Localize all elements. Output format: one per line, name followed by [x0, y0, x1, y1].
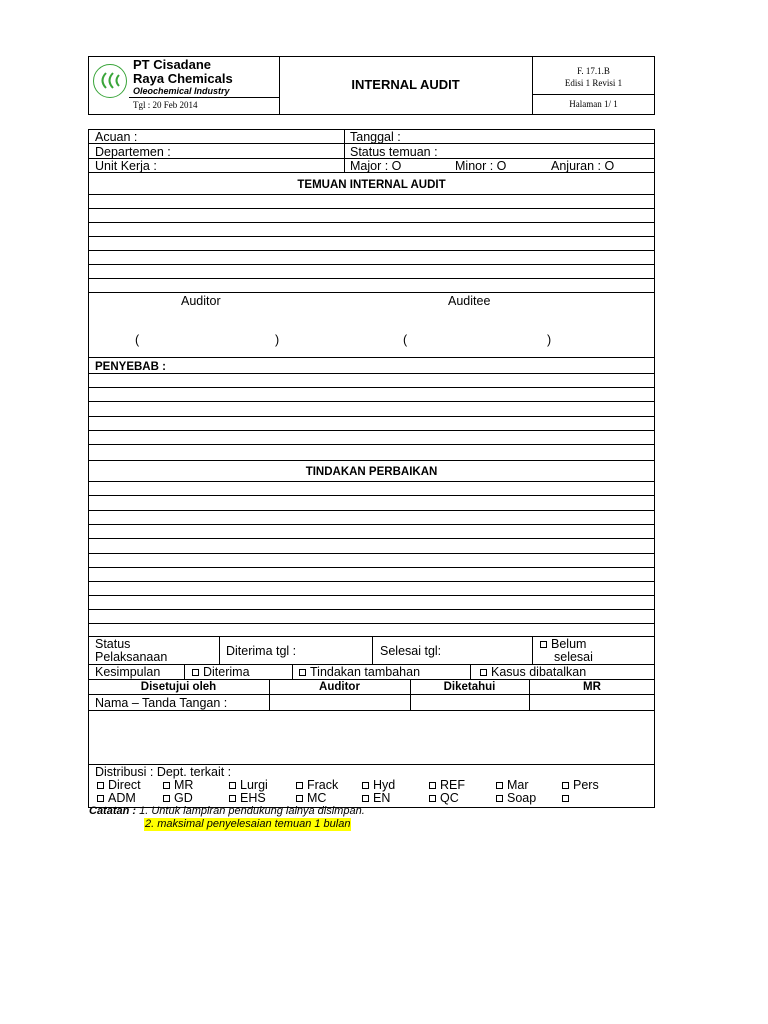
dist-label: MR — [174, 778, 194, 792]
status-col-divider-1 — [219, 636, 220, 664]
kesimpulan-kasus-label: Kasus dibatalkan — [491, 665, 587, 679]
dist-label: QC — [440, 791, 459, 805]
dist-checkbox-lurgi[interactable] — [229, 778, 268, 792]
checkbox-icon[interactable] — [97, 795, 104, 802]
checkbox-icon[interactable] — [540, 641, 547, 648]
doc-code: F. 17.1.B — [577, 66, 610, 76]
checkbox-icon[interactable] — [299, 669, 306, 676]
mr-header: MR — [583, 681, 601, 693]
auditor-paren-open: ( — [135, 333, 140, 347]
penyebab-line[interactable] — [88, 387, 655, 388]
belum-selesai-checkbox[interactable] — [540, 637, 586, 651]
temuan-line[interactable] — [88, 222, 655, 223]
dist-label: Lurgi — [240, 778, 268, 792]
tindakan-line[interactable] — [88, 495, 655, 496]
checkbox-icon[interactable] — [562, 795, 569, 802]
header-date: Tgl : 20 Feb 2014 — [133, 100, 198, 110]
kesimpulan-label: Kesimpulan — [95, 665, 161, 679]
tindakan-line[interactable] — [88, 609, 655, 610]
nama-tanda-tangan-label: Nama – Tanda Tangan : — [95, 696, 228, 710]
penyebab-line[interactable] — [88, 401, 655, 402]
auditee-paren-close: ) — [547, 333, 552, 347]
dist-checkbox-soap[interactable] — [496, 791, 536, 805]
tindakan-line[interactable] — [88, 538, 655, 539]
checkbox-icon[interactable] — [496, 782, 503, 789]
belum-selesai-label-line2: selesai — [554, 650, 593, 664]
dist-label: Frack — [307, 778, 339, 792]
dist-label: Direct — [108, 778, 141, 792]
checkbox-icon[interactable] — [362, 782, 369, 789]
temuan-line[interactable] — [88, 236, 655, 237]
kesimpulan-kasus-checkbox[interactable] — [480, 665, 586, 679]
dist-checkbox-mr[interactable] — [163, 778, 193, 792]
auditor-sign-label: Auditor — [181, 294, 221, 308]
status-col-divider-3 — [532, 636, 533, 664]
checkbox-icon[interactable] — [429, 795, 436, 802]
auditor-header: Auditor — [319, 681, 360, 693]
dist-label: Pers — [573, 778, 599, 792]
temuan-line[interactable] — [88, 208, 655, 209]
checkbox-icon[interactable] — [362, 795, 369, 802]
tindakan-line[interactable] — [88, 567, 655, 568]
checkbox-icon[interactable] — [296, 795, 303, 802]
dist-label: MC — [307, 791, 327, 805]
diketahui-header: Diketahui — [443, 681, 496, 693]
diterima-tgl-field[interactable]: Diterima tgl : — [226, 644, 297, 658]
header-meta-divider — [532, 94, 655, 95]
dist-checkbox-frack[interactable] — [296, 778, 338, 792]
dist-label: GD — [174, 791, 193, 805]
catatan-label: Catatan : — [89, 805, 137, 817]
temuan-line[interactable] — [88, 278, 655, 279]
penyebab-top-line — [88, 357, 655, 358]
tindakan-line[interactable] — [88, 510, 655, 511]
dist-checkbox-gd[interactable] — [163, 791, 193, 805]
dist-label: Hyd — [373, 778, 396, 792]
checkbox-icon[interactable] — [429, 782, 436, 789]
kesimpulan-diterima-label: Diterima — [203, 665, 250, 679]
dist-checkbox-pers[interactable] — [562, 778, 599, 792]
unit-kerja-label: Unit Kerja : — [95, 159, 157, 173]
penyebab-bottom-line — [88, 460, 655, 461]
catatan-note1-line — [89, 805, 365, 818]
info-col-divider — [344, 129, 345, 172]
dist-checkbox-mc[interactable] — [296, 791, 326, 805]
distribusi-label: Distribusi : Dept. terkait : — [95, 765, 232, 779]
temuan-line[interactable] — [88, 264, 655, 265]
kesimpulan-tindakan-label: Tindakan tambahan — [310, 665, 421, 679]
belum-label: Belum — [551, 637, 587, 651]
dist-checkbox-mar[interactable] — [496, 778, 529, 792]
dist-label: EHS — [240, 791, 266, 805]
dist-label: EN — [373, 791, 391, 805]
catatan-note1: 1. Untuk lampiran pendukung lainya disimpan. — [139, 805, 365, 817]
dist-checkbox-hyd[interactable] — [362, 778, 395, 792]
anjuran-option[interactable]: Anjuran : O — [551, 159, 615, 173]
checkbox-icon[interactable] — [480, 669, 487, 676]
penyebab-heading: PENYEBAB : — [95, 361, 166, 373]
dist-checkbox-direct[interactable] — [97, 778, 141, 792]
checkbox-icon[interactable] — [97, 782, 104, 789]
tindakan-heading: TINDAKAN PERBAIKAN — [305, 466, 438, 478]
company-subtitle: Oleochemical Industry — [133, 86, 230, 96]
checkbox-icon[interactable] — [229, 795, 236, 802]
major-option[interactable]: Major : O — [350, 159, 402, 173]
departemen-label: Departemen : — [95, 145, 171, 159]
header-date-divider — [129, 97, 279, 98]
dist-checkbox-en[interactable] — [362, 791, 390, 805]
tindakan-line[interactable] — [88, 481, 655, 482]
kesimpulan-col-divider-3 — [470, 664, 471, 679]
dist-label: ADM — [108, 791, 136, 805]
penyebab-line[interactable] — [88, 430, 655, 431]
penyebab-line[interactable] — [88, 373, 655, 374]
status-col-divider-2 — [372, 636, 373, 664]
company-logo-icon — [93, 64, 127, 98]
disetujui-header: Disetujui oleh — [140, 681, 217, 693]
dist-checkbox-qc[interactable] — [429, 791, 459, 805]
kesimpulan-col-divider-2 — [292, 664, 293, 679]
tindakan-line[interactable] — [88, 524, 655, 525]
auditee-sign-label: Auditee — [448, 294, 491, 308]
signoff-bottom-line — [88, 710, 655, 711]
dist-checkbox-adm[interactable] — [97, 791, 136, 805]
dist-label: Mar — [507, 778, 529, 792]
tindakan-line[interactable] — [88, 553, 655, 554]
checkbox-icon[interactable] — [229, 782, 236, 789]
penyebab-line[interactable] — [88, 444, 655, 445]
penyebab-line[interactable] — [88, 416, 655, 417]
checkbox-icon[interactable] — [496, 795, 503, 802]
dist-checkbox-blank[interactable] — [562, 791, 573, 805]
auditor-paren-close: ) — [275, 333, 280, 347]
tindakan-line[interactable] — [88, 623, 655, 624]
status-label-line2: Pelaksanaan — [95, 650, 168, 664]
dist-label: Soap — [507, 791, 537, 805]
tindakan-line[interactable] — [88, 581, 655, 582]
signoff-header-line — [88, 694, 655, 695]
checkbox-icon[interactable] — [296, 782, 303, 789]
dist-label: REF — [440, 778, 465, 792]
kesimpulan-col-divider-1 — [184, 664, 185, 679]
temuan-heading-line — [88, 194, 655, 195]
checkbox-icon[interactable] — [192, 669, 199, 676]
company-name-line1: PT Cisadane — [133, 57, 212, 72]
form-title: INTERNAL AUDIT — [351, 77, 460, 92]
kesimpulan-tindakan-checkbox[interactable] — [299, 665, 420, 679]
status-label-line1: Status — [95, 637, 131, 651]
company-name-line2: Raya Chemicals — [133, 71, 233, 86]
catatan-note2: 2. maksimal penyelesaian temuan 1 bulan — [145, 818, 351, 830]
checkbox-icon[interactable] — [562, 782, 569, 789]
temuan-line[interactable] — [88, 250, 655, 251]
auditee-paren-open: ( — [403, 333, 408, 347]
acuan-label: Acuan : — [95, 130, 138, 144]
doc-page: Halaman 1/ 1 — [569, 99, 618, 109]
tanggal-label: Tanggal : — [350, 130, 401, 144]
dist-checkbox-ehs[interactable] — [229, 791, 266, 805]
kesimpulan-diterima-checkbox[interactable] — [192, 665, 250, 679]
temuan-line[interactable] — [88, 292, 655, 293]
status-temuan-label: Status temuan : — [350, 145, 438, 159]
checkbox-icon[interactable] — [163, 795, 170, 802]
dist-checkbox-ref[interactable] — [429, 778, 465, 792]
doc-edition: Edisi 1 Revisi 1 — [564, 78, 623, 88]
selesai-tgl-field[interactable]: Selesai tgl: — [380, 644, 442, 658]
checkbox-icon[interactable] — [163, 782, 170, 789]
temuan-heading: TEMUAN INTERNAL AUDIT — [297, 179, 446, 191]
minor-option[interactable]: Minor : O — [455, 159, 507, 173]
tindakan-line[interactable] — [88, 595, 655, 596]
